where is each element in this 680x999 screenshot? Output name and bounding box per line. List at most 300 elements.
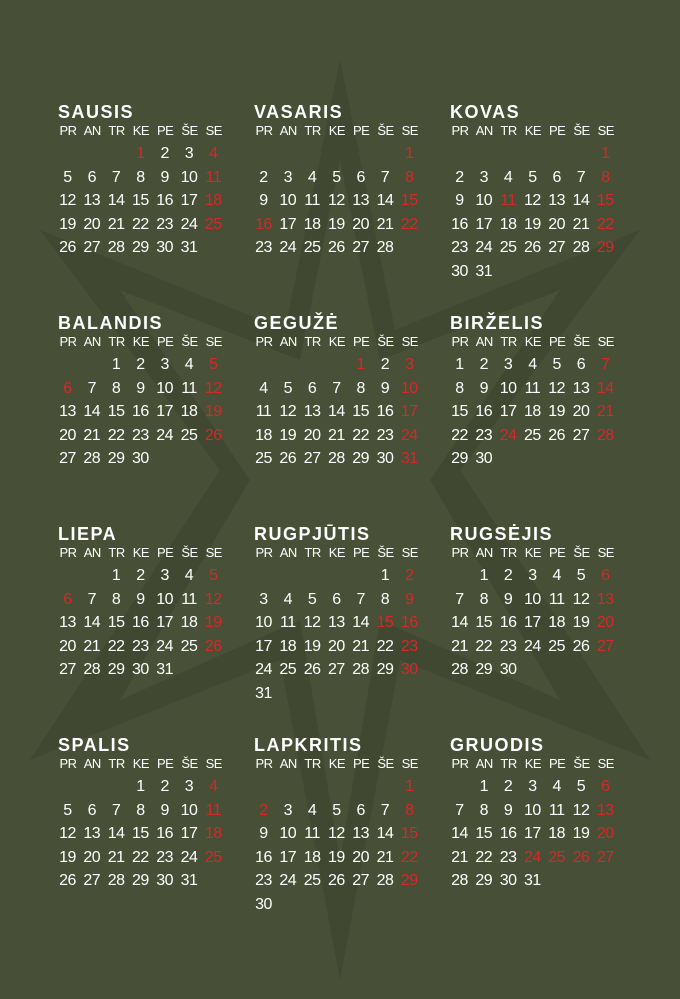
holiday-day: 24 bbox=[400, 426, 418, 444]
holiday-day: 15 bbox=[400, 192, 418, 209]
day: 7 bbox=[455, 590, 464, 608]
month-title: RUGPJŪTIS bbox=[254, 524, 371, 544]
weekday-label: PE bbox=[353, 545, 370, 560]
day: 14 bbox=[376, 192, 394, 209]
day: 21 bbox=[352, 637, 370, 655]
holiday-day: 26 bbox=[204, 637, 222, 655]
day: 14 bbox=[572, 192, 590, 209]
month-title: GRUODIS bbox=[450, 735, 545, 755]
day: 30 bbox=[499, 872, 517, 889]
day: 9 bbox=[259, 192, 268, 209]
month-title: LIEPA bbox=[58, 524, 118, 544]
weekday-label: PE bbox=[157, 334, 174, 349]
day: 29 bbox=[475, 661, 493, 678]
day: 3 bbox=[479, 168, 488, 186]
day: 4 bbox=[503, 168, 513, 186]
weekday-label: AN bbox=[279, 334, 297, 349]
holiday-day: 29 bbox=[596, 239, 614, 256]
month-title: BIRŽELIS bbox=[450, 313, 545, 333]
holiday-day: 25 bbox=[204, 848, 222, 866]
day: 30 bbox=[131, 450, 149, 467]
day: 12 bbox=[59, 192, 76, 209]
holiday-day: 6 bbox=[63, 590, 72, 608]
day: 10 bbox=[279, 825, 297, 842]
day: 9 bbox=[259, 825, 268, 842]
day: 8 bbox=[455, 379, 464, 397]
day: 11 bbox=[304, 192, 320, 209]
month-title: GEGUŽĖ bbox=[254, 313, 340, 333]
day: 10 bbox=[279, 192, 297, 209]
weekday-label: PR bbox=[255, 123, 273, 138]
day: 29 bbox=[107, 661, 125, 678]
day: 21 bbox=[451, 848, 468, 866]
day: 28 bbox=[107, 239, 125, 256]
day: 8 bbox=[111, 379, 121, 397]
holiday-day: 26 bbox=[204, 426, 222, 444]
day: 26 bbox=[548, 426, 566, 444]
weekday-label: PE bbox=[549, 334, 566, 349]
day: 12 bbox=[59, 825, 76, 842]
day: 6 bbox=[87, 801, 96, 819]
day: 8 bbox=[356, 379, 365, 397]
day: 18 bbox=[523, 403, 541, 420]
weekday-label: AN bbox=[279, 123, 297, 138]
day: 23 bbox=[156, 848, 174, 866]
holiday-day: 20 bbox=[596, 614, 614, 631]
day: 20 bbox=[83, 848, 101, 866]
holiday-day: 2 bbox=[259, 801, 268, 819]
day: 17 bbox=[279, 215, 297, 233]
weekday-label: TR bbox=[500, 545, 517, 560]
day: 16 bbox=[255, 848, 272, 866]
day: 28 bbox=[376, 239, 394, 256]
day: 14 bbox=[107, 825, 125, 842]
weekday-label: KE bbox=[524, 334, 542, 349]
holiday-day: 1 bbox=[136, 145, 145, 162]
weekday-label: PR bbox=[59, 756, 77, 771]
day: 13 bbox=[59, 403, 76, 420]
day: 21 bbox=[327, 426, 345, 444]
holiday-day: 18 bbox=[204, 192, 222, 209]
weekday-label: SE bbox=[205, 545, 222, 560]
day: 28 bbox=[376, 872, 394, 889]
day: 16 bbox=[376, 403, 394, 420]
day: 31 bbox=[180, 239, 198, 256]
day: 3 bbox=[283, 168, 292, 186]
day: 27 bbox=[352, 239, 370, 256]
holiday-day: 10 bbox=[400, 379, 418, 397]
day: 19 bbox=[279, 426, 297, 444]
day: 27 bbox=[59, 450, 76, 467]
day: 26 bbox=[279, 450, 297, 467]
day: 23 bbox=[475, 426, 493, 444]
day: 15 bbox=[131, 825, 149, 842]
day: 17 bbox=[499, 403, 517, 420]
weekday-label: PE bbox=[353, 334, 370, 349]
holiday-day: 1 bbox=[405, 145, 414, 162]
day: 23 bbox=[499, 637, 517, 655]
day: 27 bbox=[327, 661, 345, 678]
day: 10 bbox=[156, 590, 174, 608]
weekday-label: ŠE bbox=[377, 545, 394, 560]
day: 11 bbox=[255, 403, 272, 420]
day: 28 bbox=[451, 872, 468, 889]
day: 4 bbox=[552, 567, 561, 584]
month-kovas bbox=[448, 102, 633, 302]
weekday-label: PE bbox=[353, 123, 370, 138]
day: 5 bbox=[332, 168, 341, 186]
day: 24 bbox=[279, 239, 297, 256]
holiday-day: 12 bbox=[204, 379, 222, 397]
day: 20 bbox=[548, 215, 566, 233]
day: 13 bbox=[352, 192, 370, 209]
day: 6 bbox=[356, 801, 365, 819]
day: 30 bbox=[156, 239, 174, 256]
month-title: BALANDIS bbox=[58, 313, 163, 333]
day: 10 bbox=[475, 192, 493, 209]
day: 10 bbox=[156, 379, 174, 397]
day: 21 bbox=[107, 848, 125, 866]
weekday-label: KE bbox=[328, 334, 346, 349]
month-liepa bbox=[56, 524, 241, 724]
day: 7 bbox=[87, 590, 96, 608]
weekday-label: AN bbox=[475, 334, 493, 349]
day: 20 bbox=[572, 403, 590, 420]
day: 6 bbox=[356, 168, 365, 186]
day: 10 bbox=[523, 801, 541, 819]
day: 2 bbox=[503, 778, 513, 795]
weekday-label: PR bbox=[59, 123, 77, 138]
weekday-label: TR bbox=[304, 545, 321, 560]
holiday-day: 5 bbox=[209, 356, 218, 373]
month-vasaris bbox=[252, 102, 437, 302]
day: 20 bbox=[352, 848, 370, 866]
day: 31 bbox=[255, 684, 272, 702]
day: 28 bbox=[451, 661, 468, 678]
day: 25 bbox=[303, 239, 321, 256]
day: 3 bbox=[283, 801, 292, 819]
day: 25 bbox=[548, 637, 566, 655]
day: 29 bbox=[131, 239, 149, 256]
weekday-label: ŠE bbox=[181, 334, 198, 349]
day: 13 bbox=[548, 192, 566, 209]
day: 24 bbox=[180, 848, 198, 866]
holiday-day: 19 bbox=[204, 403, 222, 420]
holiday-day: 11 bbox=[205, 801, 222, 819]
day: 10 bbox=[499, 379, 517, 397]
day: 8 bbox=[111, 590, 121, 608]
year-calendar bbox=[56, 102, 646, 962]
day: 9 bbox=[503, 801, 513, 819]
day: 4 bbox=[307, 168, 317, 186]
weekday-label: PE bbox=[157, 545, 174, 560]
day: 2 bbox=[136, 356, 145, 373]
day: 7 bbox=[576, 168, 586, 186]
day: 28 bbox=[83, 450, 101, 467]
day: 11 bbox=[279, 614, 296, 631]
day: 6 bbox=[552, 168, 561, 186]
day: 18 bbox=[548, 825, 566, 842]
day: 16 bbox=[156, 825, 174, 842]
day: 8 bbox=[479, 590, 488, 608]
day: 1 bbox=[479, 567, 488, 584]
day: 13 bbox=[303, 403, 321, 420]
month-title: SPALIS bbox=[58, 735, 131, 755]
day: 27 bbox=[59, 661, 76, 678]
day: 15 bbox=[107, 403, 125, 420]
holiday-day: 22 bbox=[400, 848, 418, 866]
holiday-day: 5 bbox=[209, 567, 218, 584]
day: 22 bbox=[475, 848, 493, 866]
holiday-day: 6 bbox=[601, 567, 610, 584]
weekday-label: SE bbox=[205, 123, 222, 138]
day: 29 bbox=[352, 450, 370, 467]
day: 8 bbox=[380, 590, 390, 608]
weekday-label: PE bbox=[157, 756, 174, 771]
day: 30 bbox=[499, 661, 517, 678]
day: 6 bbox=[576, 356, 586, 373]
holiday-day: 24 bbox=[499, 426, 517, 444]
day: 12 bbox=[327, 192, 345, 209]
weekday-label: TR bbox=[108, 123, 125, 138]
day: 16 bbox=[131, 403, 149, 420]
weekday-label: PE bbox=[549, 756, 566, 771]
day: 5 bbox=[63, 168, 72, 186]
weekday-label: AN bbox=[279, 545, 297, 560]
day: 10 bbox=[180, 168, 198, 186]
weekday-label: PE bbox=[549, 123, 566, 138]
holiday-day: 28 bbox=[596, 426, 614, 444]
day: 30 bbox=[376, 450, 394, 467]
weekday-label: SE bbox=[597, 334, 614, 349]
day: 20 bbox=[327, 637, 345, 655]
day: 27 bbox=[572, 426, 590, 444]
day: 15 bbox=[352, 403, 370, 420]
day: 31 bbox=[475, 262, 493, 280]
day: 7 bbox=[356, 590, 365, 608]
day: 9 bbox=[160, 801, 169, 819]
day: 20 bbox=[352, 215, 370, 233]
day: 13 bbox=[83, 192, 101, 209]
weekday-label: AN bbox=[83, 334, 101, 349]
day: 5 bbox=[283, 379, 292, 397]
day: 26 bbox=[59, 872, 76, 889]
holiday-day: 1 bbox=[601, 145, 610, 162]
day: 28 bbox=[327, 450, 345, 467]
day: 7 bbox=[332, 379, 341, 397]
weekday-label: TR bbox=[500, 334, 517, 349]
weekday-label: TR bbox=[108, 756, 125, 771]
weekday-label: ŠE bbox=[181, 123, 198, 138]
day: 14 bbox=[327, 403, 345, 420]
day: 15 bbox=[131, 192, 149, 209]
day: 17 bbox=[180, 192, 198, 209]
day: 12 bbox=[548, 379, 566, 397]
day: 9 bbox=[136, 379, 145, 397]
weekday-label: KE bbox=[524, 756, 542, 771]
month-rugsėjis bbox=[448, 524, 633, 724]
weekday-label: TR bbox=[108, 545, 125, 560]
weekday-label: AN bbox=[475, 123, 493, 138]
month-gruodis bbox=[448, 735, 633, 935]
day: 17 bbox=[523, 614, 541, 631]
day: 16 bbox=[131, 614, 149, 631]
weekday-label: TR bbox=[304, 334, 321, 349]
weekday-label: SE bbox=[597, 545, 614, 560]
holiday-day: 1 bbox=[356, 356, 365, 373]
day: 21 bbox=[572, 215, 590, 233]
day: 2 bbox=[136, 567, 145, 584]
day: 29 bbox=[475, 872, 493, 889]
day: 5 bbox=[528, 168, 537, 186]
day: 28 bbox=[572, 239, 590, 256]
holiday-day: 2 bbox=[405, 567, 414, 584]
weekday-label: ŠE bbox=[377, 123, 394, 138]
weekday-label: AN bbox=[475, 756, 493, 771]
day: 22 bbox=[376, 637, 394, 655]
day: 30 bbox=[451, 262, 468, 280]
day: 28 bbox=[107, 872, 125, 889]
day: 19 bbox=[523, 215, 541, 233]
day: 9 bbox=[136, 590, 145, 608]
day: 14 bbox=[451, 825, 468, 842]
month-lapkritis bbox=[252, 735, 437, 935]
day: 17 bbox=[255, 637, 272, 655]
weekday-label: SE bbox=[401, 756, 418, 771]
holiday-day: 15 bbox=[376, 614, 394, 631]
weekday-label: AN bbox=[279, 756, 297, 771]
day: 26 bbox=[59, 239, 76, 256]
holiday-day: 15 bbox=[400, 825, 418, 842]
day: 7 bbox=[380, 168, 390, 186]
holiday-day: 12 bbox=[204, 590, 222, 608]
weekday-label: PR bbox=[59, 545, 77, 560]
day: 5 bbox=[307, 590, 317, 608]
holiday-day: 9 bbox=[405, 590, 414, 608]
holiday-day: 26 bbox=[572, 848, 590, 866]
month-balandis bbox=[56, 313, 241, 513]
weekday-label: AN bbox=[83, 545, 101, 560]
day: 23 bbox=[156, 215, 174, 233]
day: 12 bbox=[572, 590, 590, 608]
weekday-label: PE bbox=[157, 123, 174, 138]
day: 24 bbox=[255, 661, 272, 678]
weekday-label: PR bbox=[255, 334, 273, 349]
day: 21 bbox=[107, 215, 125, 233]
holiday-day: 6 bbox=[601, 778, 610, 795]
day: 21 bbox=[376, 848, 394, 866]
holiday-day: 7 bbox=[601, 356, 610, 373]
holiday-day: 31 bbox=[400, 450, 418, 467]
holiday-day: 13 bbox=[596, 801, 614, 819]
day: 11 bbox=[304, 825, 320, 842]
day: 11 bbox=[524, 379, 541, 397]
day: 19 bbox=[59, 848, 76, 866]
weekday-label: ŠE bbox=[573, 545, 590, 560]
weekday-label: SE bbox=[205, 756, 222, 771]
weekday-label: ŠE bbox=[573, 123, 590, 138]
month-title: KOVAS bbox=[450, 102, 521, 122]
month-rugpjūtis bbox=[252, 524, 437, 724]
day: 1 bbox=[479, 778, 488, 795]
day: 3 bbox=[184, 145, 194, 162]
day: 21 bbox=[451, 637, 468, 655]
day: 14 bbox=[83, 403, 101, 420]
day: 5 bbox=[552, 356, 561, 373]
day: 18 bbox=[303, 848, 321, 866]
day: 9 bbox=[380, 379, 390, 397]
weekday-label: SE bbox=[401, 334, 418, 349]
day: 18 bbox=[548, 614, 566, 631]
day: 5 bbox=[332, 801, 341, 819]
weekday-label: SE bbox=[205, 334, 222, 349]
day: 4 bbox=[283, 590, 292, 608]
weekday-label: PR bbox=[451, 123, 469, 138]
day: 16 bbox=[475, 403, 493, 420]
day: 16 bbox=[451, 215, 468, 233]
day: 2 bbox=[479, 356, 488, 373]
day: 5 bbox=[576, 778, 586, 795]
holiday-day: 21 bbox=[596, 403, 614, 420]
day: 14 bbox=[352, 614, 370, 631]
day: 7 bbox=[111, 801, 121, 819]
day: 29 bbox=[107, 450, 125, 467]
day: 7 bbox=[380, 801, 390, 819]
weekday-label: KE bbox=[132, 756, 150, 771]
day: 1 bbox=[380, 567, 390, 584]
day: 2 bbox=[503, 567, 513, 584]
day: 4 bbox=[307, 801, 317, 819]
day: 10 bbox=[523, 590, 541, 608]
weekday-label: SE bbox=[401, 123, 418, 138]
day: 23 bbox=[255, 239, 272, 256]
day: 16 bbox=[499, 614, 517, 631]
day: 7 bbox=[87, 379, 96, 397]
day: 19 bbox=[572, 614, 590, 631]
weekday-label: TR bbox=[500, 123, 517, 138]
day: 29 bbox=[451, 450, 468, 467]
weekday-label: TR bbox=[500, 756, 517, 771]
month-sausis bbox=[56, 102, 241, 302]
day: 6 bbox=[87, 168, 96, 186]
day: 11 bbox=[181, 590, 197, 608]
weekday-label: KE bbox=[132, 545, 150, 560]
day: 10 bbox=[180, 801, 198, 819]
day: 4 bbox=[259, 379, 268, 397]
day: 23 bbox=[131, 637, 149, 655]
day: 25 bbox=[180, 426, 198, 444]
day: 20 bbox=[59, 426, 76, 444]
day: 17 bbox=[156, 403, 174, 420]
day: 8 bbox=[136, 168, 145, 186]
day: 22 bbox=[107, 637, 125, 655]
weekday-label: KE bbox=[132, 123, 150, 138]
day: 15 bbox=[451, 403, 468, 420]
holiday-day: 8 bbox=[405, 168, 414, 186]
weekday-label: AN bbox=[83, 756, 101, 771]
day: 21 bbox=[83, 426, 101, 444]
weekday-label: PE bbox=[549, 545, 566, 560]
day: 22 bbox=[475, 637, 493, 655]
holiday-day: 22 bbox=[596, 215, 614, 233]
day: 12 bbox=[327, 825, 345, 842]
day: 25 bbox=[303, 872, 321, 889]
day: 3 bbox=[528, 778, 537, 795]
day: 17 bbox=[279, 848, 297, 866]
holiday-day: 23 bbox=[400, 637, 418, 655]
day: 2 bbox=[455, 168, 464, 186]
day: 18 bbox=[180, 614, 198, 631]
